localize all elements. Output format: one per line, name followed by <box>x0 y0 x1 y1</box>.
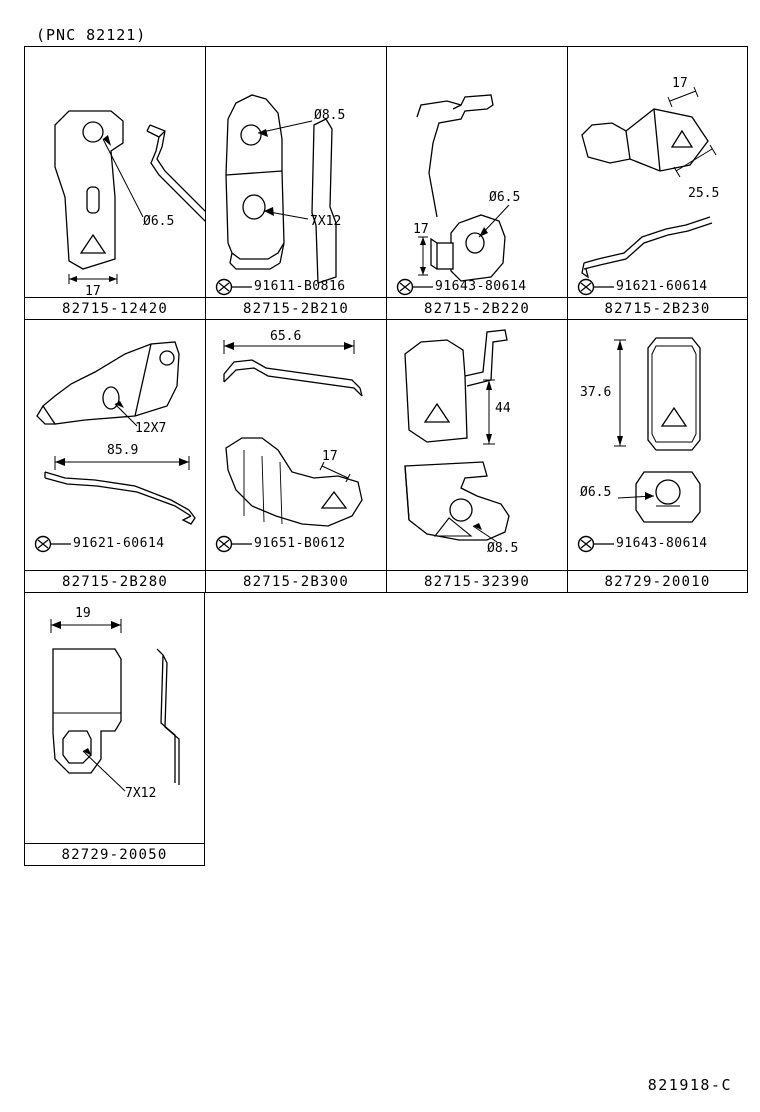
parts-row <box>24 320 748 593</box>
part-cell-82715-2B230[interactable] <box>567 46 748 320</box>
parts-row <box>24 46 748 320</box>
dimension-label: 12X7 <box>135 421 167 436</box>
part-illustration <box>25 593 204 843</box>
dimension-label: 85.9 <box>107 443 139 458</box>
part-number: 82715-2B210 <box>206 297 386 319</box>
part-number: 82715-2B280 <box>25 570 205 592</box>
pnc-title: (PNC 82121) <box>36 26 147 44</box>
part-cell-82715-2B210[interactable] <box>205 46 386 320</box>
part-cell-82715-12420[interactable] <box>24 46 205 320</box>
part-illustration <box>25 47 205 297</box>
parts-grid <box>24 46 748 866</box>
bolt-part-number: 91621-60614 <box>616 279 708 294</box>
dimension-label: 17 <box>322 449 338 464</box>
part-number: 82715-32390 <box>387 570 567 592</box>
dimension-label: Ø8.5 <box>314 108 346 123</box>
parts-row <box>24 593 205 866</box>
bolt-part-number: 91621-60614 <box>73 536 165 551</box>
dimension-label: 17 <box>85 284 101 297</box>
part-number: 82715-2B230 <box>568 297 747 319</box>
part-illustration <box>387 47 567 297</box>
part-number: 82715-2B220 <box>387 297 567 319</box>
bolt-part-number: 91651-B0612 <box>254 536 346 551</box>
dimension-label: 44 <box>495 401 511 416</box>
part-number: 82715-2B300 <box>206 570 386 592</box>
part-number: 82715-12420 <box>25 297 205 319</box>
dimension-label: 37.6 <box>580 385 612 400</box>
bolt-part-number: 91643-80614 <box>435 279 527 294</box>
part-cell-82715-2B280[interactable] <box>24 320 205 593</box>
part-illustration <box>206 47 386 297</box>
dimension-label: 7X12 <box>310 214 342 229</box>
part-illustration <box>387 320 567 570</box>
dimension-label: Ø6.5 <box>143 214 175 229</box>
part-illustration <box>206 320 386 570</box>
dimension-label: Ø6.5 <box>489 190 521 205</box>
drawing-code: 821918-C <box>647 1076 732 1094</box>
part-illustration <box>568 47 747 297</box>
dimension-label: 7X12 <box>125 786 157 801</box>
part-cell-82715-32390[interactable] <box>386 320 567 593</box>
dimension-label: Ø8.5 <box>487 541 519 556</box>
dimension-label: 17 <box>413 222 429 237</box>
part-cell-82729-20010[interactable] <box>567 320 748 593</box>
dimension-label: 25.5 <box>688 186 720 201</box>
part-number: 82729-20010 <box>568 570 747 592</box>
bolt-part-number: 91611-B0816 <box>254 279 346 294</box>
bolt-part-number: 91643-80614 <box>616 536 708 551</box>
dimension-label: 17 <box>672 76 688 91</box>
part-cell-82729-20050[interactable] <box>24 593 205 866</box>
part-cell-82715-2B220[interactable] <box>386 46 567 320</box>
part-illustration <box>568 320 747 570</box>
dimension-label: 19 <box>75 606 91 621</box>
dimension-label: Ø6.5 <box>580 485 612 500</box>
dimension-label: 65.6 <box>270 329 302 344</box>
part-illustration <box>25 320 205 570</box>
part-number: 82729-20050 <box>25 843 204 865</box>
part-cell-82715-2B300[interactable] <box>205 320 386 593</box>
